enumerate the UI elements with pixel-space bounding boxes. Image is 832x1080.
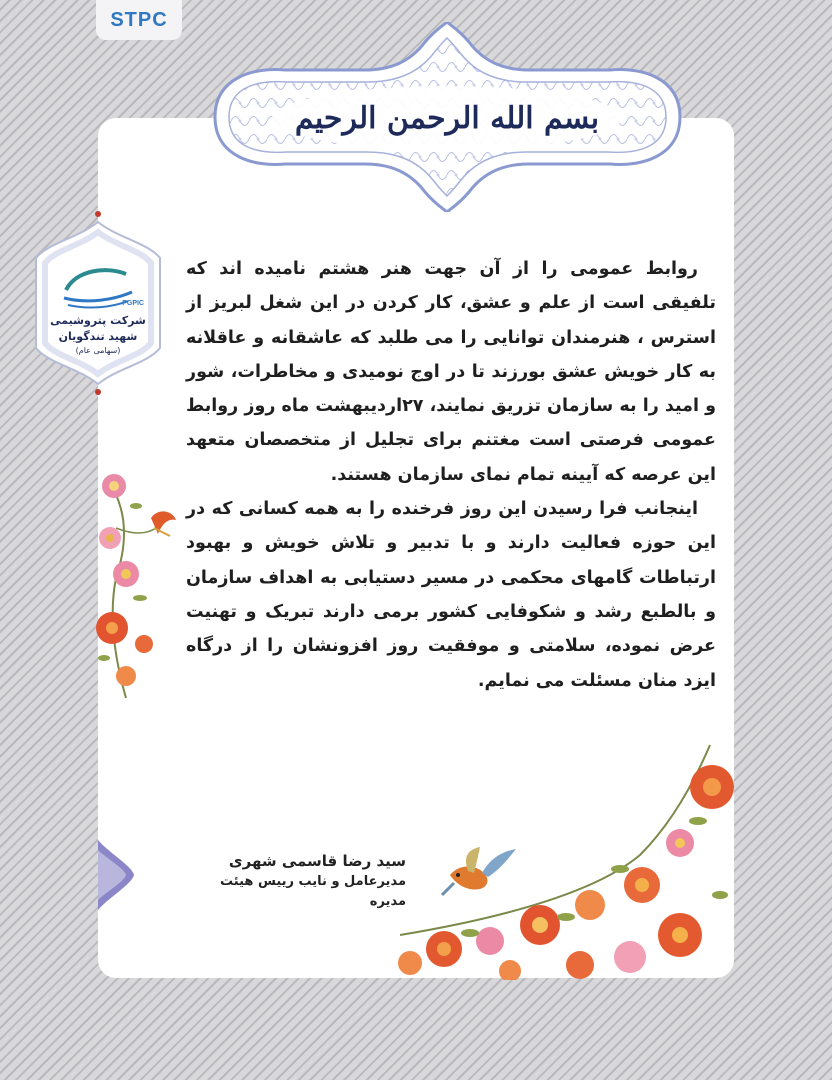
- stpc-badge: [96, 0, 182, 40]
- letter-body: [186, 252, 716, 698]
- signature-block: [186, 850, 406, 912]
- logo-code: PGPIC: [122, 300, 144, 307]
- logo-company-name: شرکت پتروشیمی شهید تندگویان: [50, 314, 146, 343]
- signature-title: مدیرعامل و نایب رییس هیئت مدیره: [220, 874, 406, 909]
- badge-label: STPC: [110, 8, 168, 31]
- basmala-text: بسم الله الرحمن الرحیم: [294, 101, 600, 136]
- basmala-ornament: [195, 22, 700, 212]
- signature-name: سید رضا قاسمی شهری: [228, 852, 406, 870]
- right-flower-decoration: [380, 735, 736, 980]
- left-flower-decoration: [96, 458, 186, 718]
- company-logo-badge: [28, 208, 168, 398]
- bird-illustration: [440, 845, 520, 900]
- logo-company-sub: (سهامی عام): [75, 346, 121, 355]
- letter-paragraph-2: اینجانب فرا رسیدن این روز فرخنده را به همه کسانی که در این حوزه فعالیت دارند و با تدبیر و تلاش خویش و بهبود ارتباطات گامهای محکمی در مسیر دستیابی به اهداف سازمان و بالطبع رشد و شکوفایی کشور برمی دارند تبریک و تهنیت عرض نموده، سلامتی و موفقیت روز افزونشان را از درگاه ایزد منان مسئلت می نمایم.: [186, 499, 716, 691]
- letter-paragraph-1: روابط عمومی را از آن جهت هنر هشتم نامیده اند که تلفیقی است از علم و عشق، کار کردن در این شغل لبریز از استرس ، هنرمندان توانایی را می طلبد که عاشقانه و عاقلانه به کار خویش عشق بورزند تا در اوج نومیدی و مخاطرات، شور و امید را به سازمان تزریق نمایند، ۲۷اردیبهشت ماه روز روابط عمومی فرصتی است مغتنم برای تجلیل از متخصصان متعهد این عرصه که آیینه تمام نمای سازمان هستند.: [186, 259, 716, 485]
- side-tab-marker: [98, 840, 136, 910]
